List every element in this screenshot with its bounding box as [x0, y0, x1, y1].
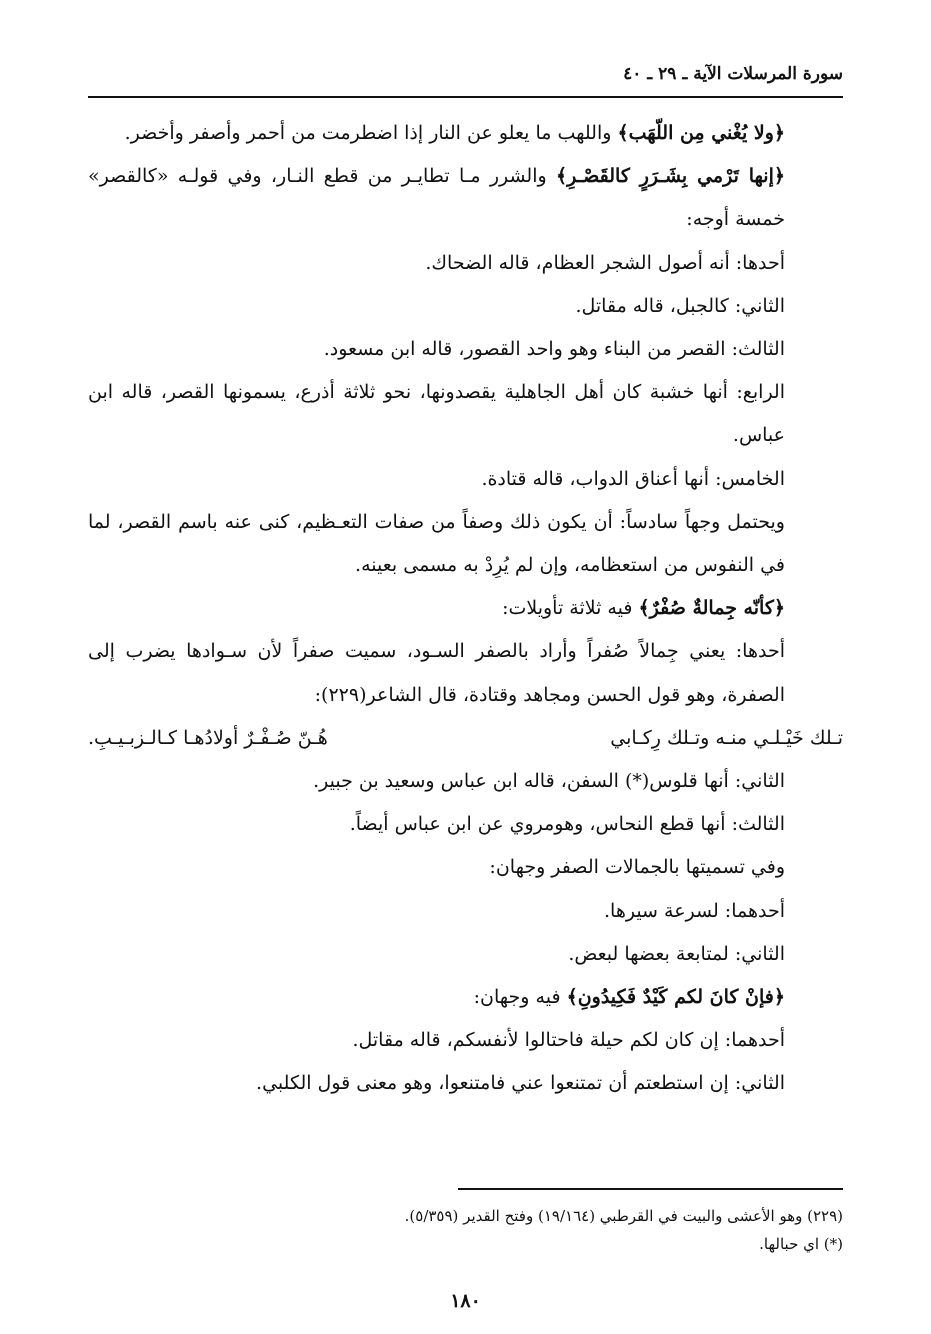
- paragraph: [88, 803, 843, 846]
- paragraph-label: أحدها:: [735, 251, 785, 274]
- paragraph-text: إن استطعتم أن تمتنعوا عني فامتنعوا، وهو معنى قول الكلبي.: [256, 1072, 735, 1095]
- paragraph-label: أحدهما:: [724, 899, 785, 922]
- paragraph-text: أنها قلوس(*) السفن، قاله ابن عباس وسعيد بن جبير.: [313, 770, 735, 793]
- paragraph-text: كالجبل، قاله مقاتل.: [575, 294, 735, 317]
- verse-hemistich-second: هُـنّ صُـفْـرٌ أولادُهـا كـالـزبـيـبِ.: [88, 726, 328, 749]
- main-text: [88, 112, 843, 1106]
- paragraph-label: الثاني:: [734, 1072, 785, 1095]
- footnotes: [88, 1202, 843, 1258]
- paragraph-label: أحدها:: [735, 640, 785, 663]
- paragraph: [88, 890, 843, 933]
- footnote: (*) اي حبالها.: [759, 1235, 843, 1253]
- paragraph: [88, 760, 843, 803]
- paragraph: [88, 242, 843, 285]
- header-rule: [88, 96, 843, 98]
- paragraph-text: أنه أصول الشجر العظام، قاله الضحاك.: [425, 251, 736, 274]
- paragraph: [88, 1062, 843, 1105]
- paragraph-label: ويحتمل وجهاً سادساً:: [619, 510, 785, 533]
- paragraph: [88, 846, 843, 889]
- paragraph-label: الخامس:: [715, 467, 785, 490]
- paragraph-text: القصر من البناء وهو واحد القصور، قاله ابن مسعود.: [323, 338, 732, 361]
- paragraph: [88, 933, 843, 976]
- footnote: (٢٢٩) وهو الأعشى والبيت في القرطبي (١٩/١٦٤) وفتح القدير (٥/٣٥٩).: [404, 1207, 843, 1225]
- paragraph: [88, 155, 843, 241]
- paragraph-text: أنها قطع النحاس، وهومروي عن ابن عباس أيضاً.: [349, 813, 732, 836]
- paragraph-text: إن كان لكم حيلة فاحتالوا لأنفسكم، قاله مقاتل.: [352, 1029, 725, 1052]
- paragraph-text: فيه وجهان:: [473, 986, 567, 1009]
- paragraph-text: أنها خشبة كان أهل الجاهلية يقصدونها، نحو ثلاثة أذرع، يسمونها القصر، قاله ابن عباس.: [88, 381, 785, 447]
- paragraph-text: لسرعة سيرها.: [603, 899, 725, 922]
- paragraph-label: الثالث:: [731, 338, 785, 361]
- running-header: سورة المرسلات الآية ـ ٢٩ ـ ٤٠: [623, 64, 843, 84]
- paragraph-text: والشرر مـا تطايـر من قطع النـار، وفي قولـه «كالقصر» خمسة أوجه:: [88, 165, 785, 231]
- poetry-verse: [88, 717, 843, 760]
- paragraph-label: وفي تسميتها بالجمالات الصفر وجهان:: [489, 856, 785, 879]
- paragraph-text: أن يكون ذلك وصفاً من صفات التعـظيم، كنى عنه باسم القصر، لما في النفوس من استعظامه، وإن لم يُرِدْ به مسمى بعينه.: [88, 510, 785, 577]
- paragraph: [88, 501, 843, 587]
- footnote-rule: [458, 1188, 843, 1190]
- paragraph: [88, 371, 843, 457]
- quran-quote: ﴿فإنْ كانَ لكم كَيْدٌ فَكِيدُونِ﴾: [566, 986, 785, 1009]
- paragraph-text: فيه ثلاثة تأويلات:: [502, 597, 639, 620]
- paragraph: [88, 328, 843, 371]
- paragraph-label: الثاني:: [734, 942, 785, 965]
- paragraph-label: الثالث:: [731, 813, 785, 836]
- paragraph: [88, 630, 843, 716]
- paragraph-label: الرابع:: [736, 381, 785, 404]
- paragraph: [88, 285, 843, 328]
- page-number: ١٨٠: [450, 1290, 481, 1312]
- paragraph-label: الثاني:: [734, 770, 785, 793]
- paragraph-text: أنها أعناق الدواب، قاله قتادة.: [481, 467, 716, 490]
- paragraph-text: واللهب ما يعلو عن النار إذا اضطرمت من أحمر وأصفر وأخضر.: [124, 122, 618, 144]
- quran-quote: ﴿كأنّه جِمالةٌ صُفْرٌ﴾: [638, 597, 785, 620]
- paragraph: [88, 112, 843, 155]
- quran-quote: ﴿ولا يُغْني مِن اللّهَب﴾: [617, 122, 785, 144]
- paragraph-text: يعني جِمالاً صُفراً وأراد بالصفر السـود، سميت صفراً لأن سـوادها يضرب إلى الصفرة، وهو قول الحسن ومجاهد وقتادة، قال الشاعر(٢٢٩):: [88, 640, 785, 706]
- verse-hemistich-first: تـلك خَيْـلـي منـه وتـلك رِكـابي: [610, 726, 843, 749]
- paragraph: [88, 587, 843, 630]
- paragraph: [88, 458, 843, 501]
- paragraph-text: لمتابعة بعضها لبعض.: [568, 942, 735, 965]
- paragraph-label: الثاني:: [734, 294, 785, 317]
- paragraph: [88, 976, 843, 1019]
- paragraph-label: أحدهما:: [724, 1029, 785, 1052]
- quran-quote: ﴿إنها تَرْمي بِشَـرَرٍ كالقَصْـرِ﴾: [555, 165, 786, 188]
- paragraph: [88, 1019, 843, 1062]
